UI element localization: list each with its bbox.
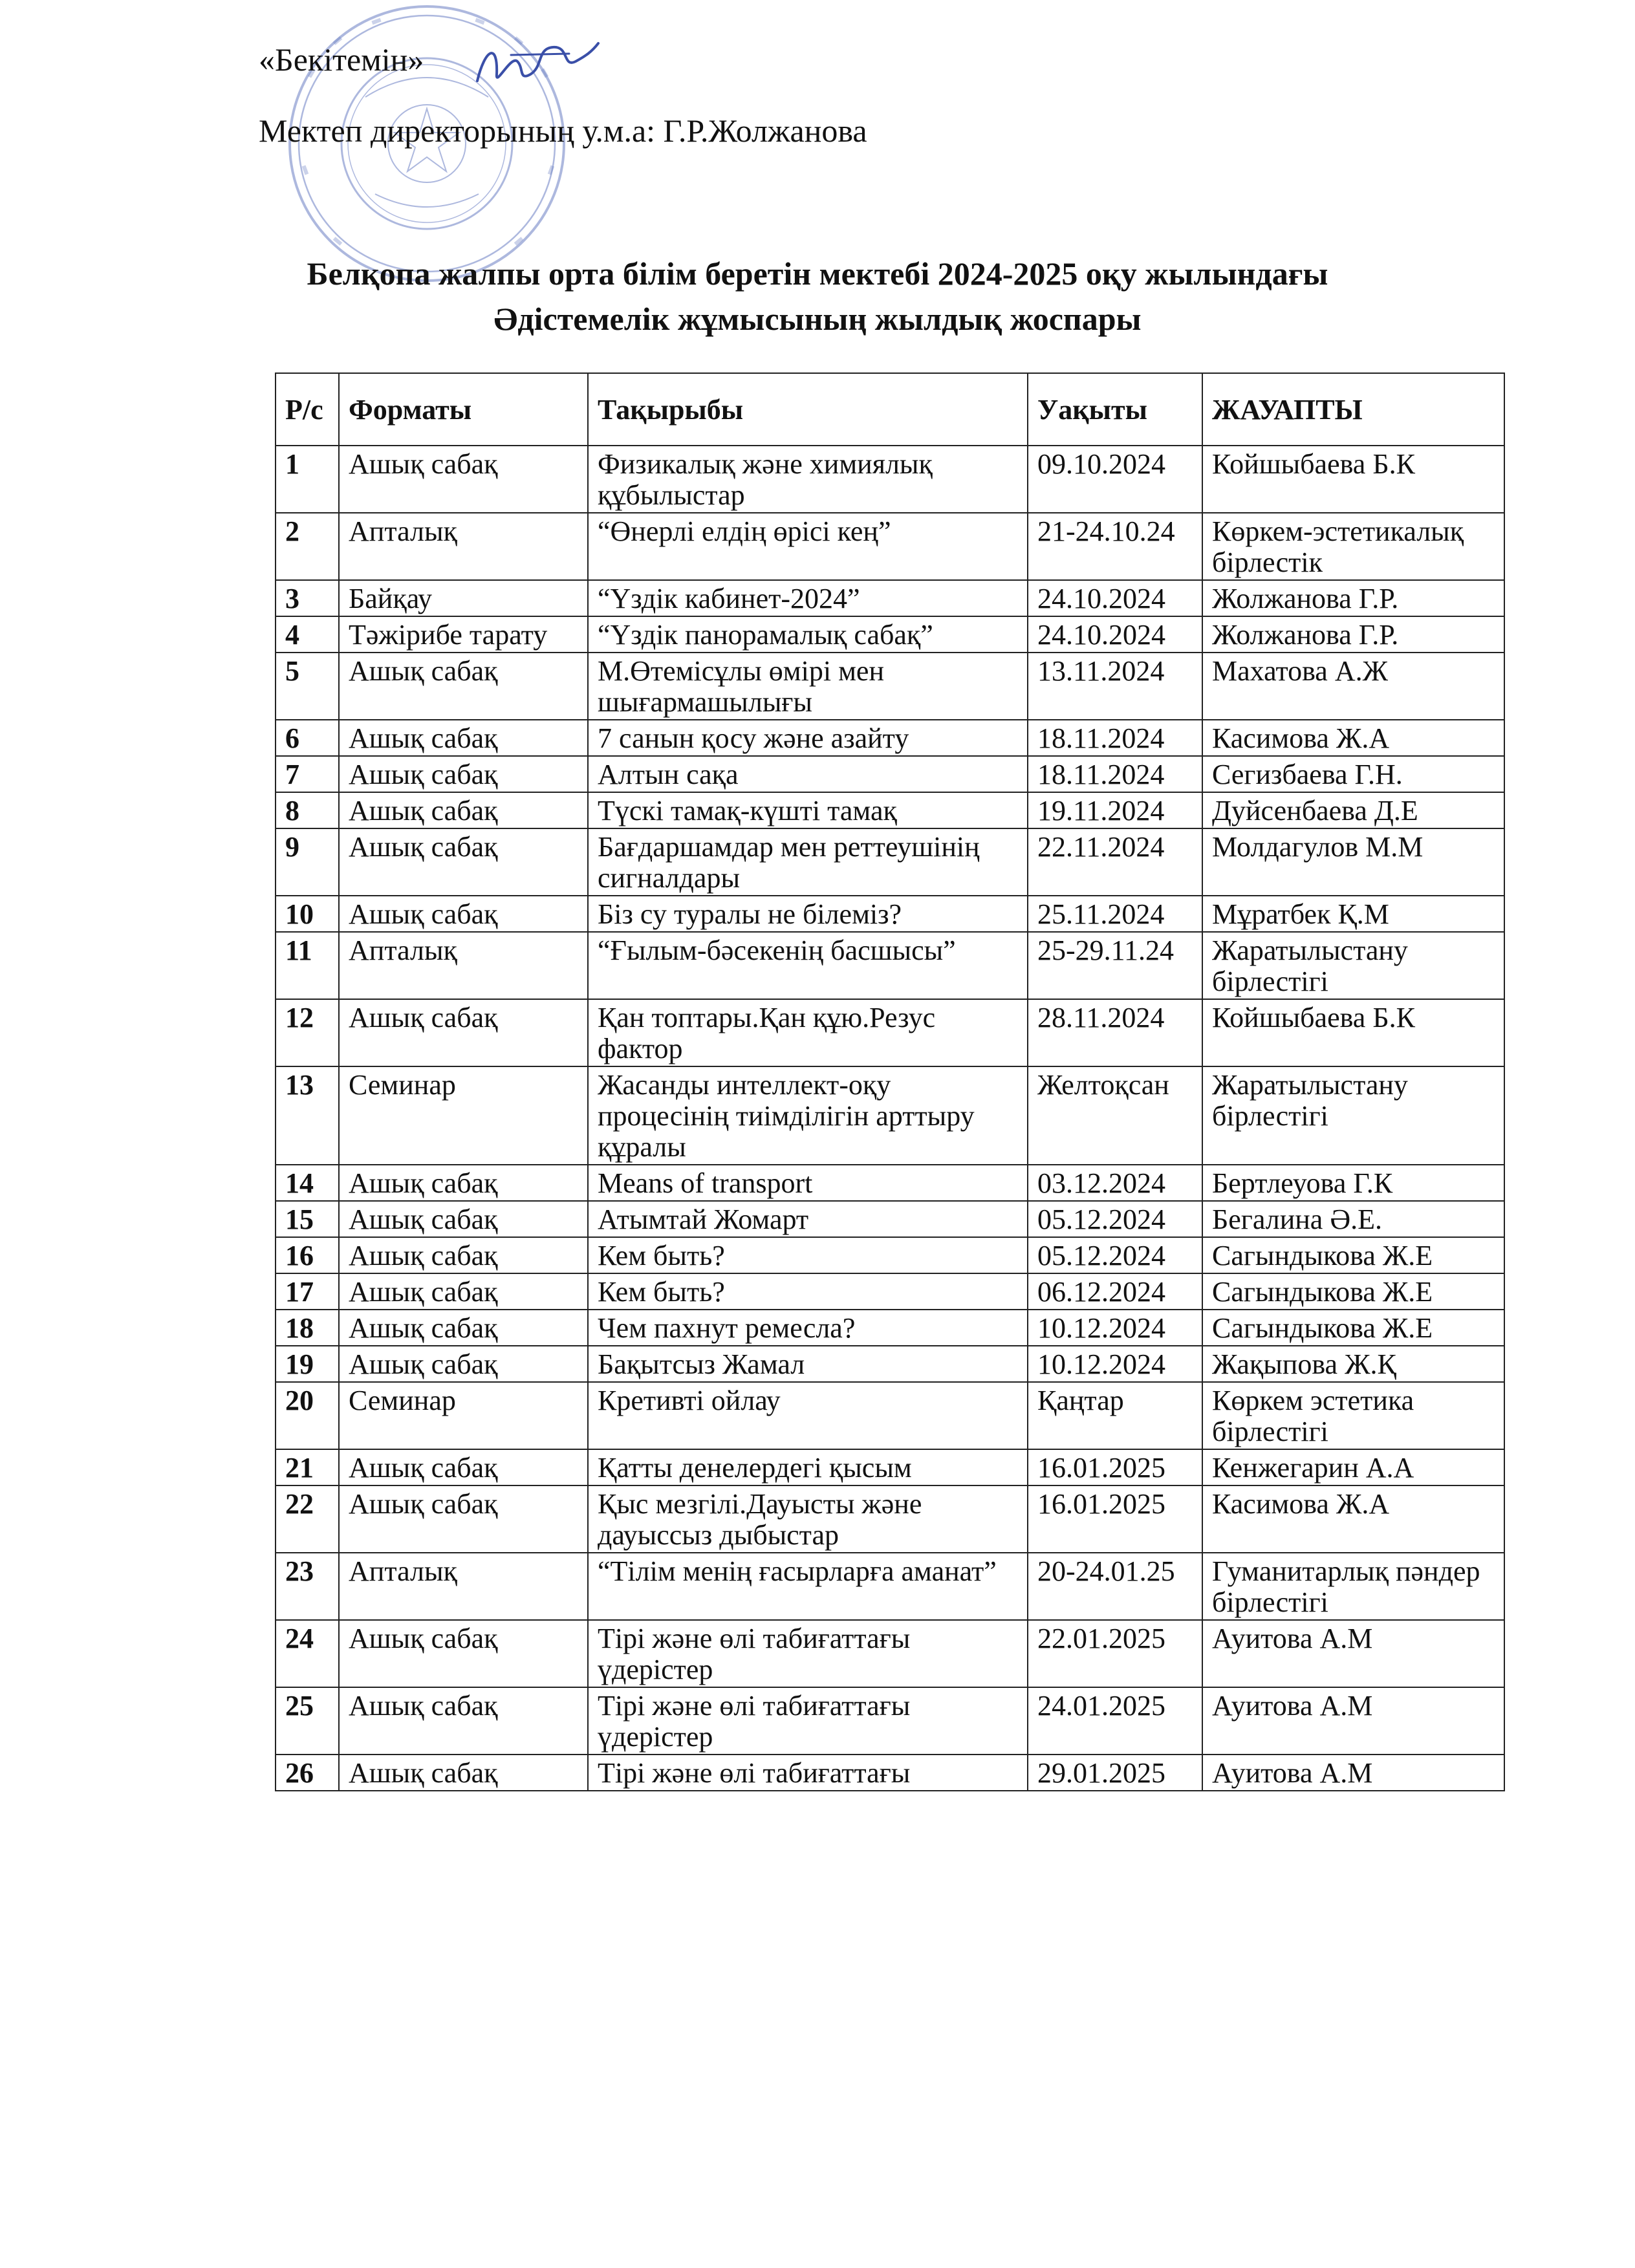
table-row [276, 513, 1504, 580]
work-plan-table [275, 373, 1505, 1791]
row-number-cell: 6 [276, 720, 339, 756]
title-line-2: Әдістемелік жұмысының жылдық жоспары [493, 301, 1142, 337]
row-number-cell: 25 [276, 1687, 339, 1755]
topic-cell: “Үздік панорамалық сабақ” [588, 616, 1028, 653]
topic-cell: Кретивті ойлау [588, 1382, 1028, 1449]
responsible-cell: Касимова Ж.А [1202, 720, 1504, 756]
time-cell: 22.11.2024 [1028, 828, 1202, 896]
time-cell: Қаңтар [1028, 1382, 1202, 1449]
responsible-cell: Сагындыкова Ж.Е [1202, 1273, 1504, 1310]
row-number-cell: 26 [276, 1755, 339, 1791]
row-number-cell: 1 [276, 446, 339, 513]
responsible-cell: Жаратылыстану бірлестігі [1202, 932, 1504, 999]
topic-cell: “Үздік кабинет-2024” [588, 580, 1028, 616]
topic-cell: Тірі және өлі табиғаттағы үдерістер [588, 1620, 1028, 1687]
topic-cell: Тірі және өлі табиғаттағы үдерістер [588, 1687, 1028, 1755]
table-row [276, 1165, 1504, 1201]
responsible-cell: Жаратылыстану бірлестігі [1202, 1066, 1504, 1165]
row-number-cell: 13 [276, 1066, 339, 1165]
column-header-responsible: ЖАУАПТЫ [1202, 373, 1504, 446]
time-cell: 18.11.2024 [1028, 720, 1202, 756]
responsible-cell: Касимова Ж.А [1202, 1485, 1504, 1553]
time-cell: 16.01.2025 [1028, 1485, 1202, 1553]
row-number-cell: 24 [276, 1620, 339, 1687]
responsible-cell: Көркем эстетика бірлестігі [1202, 1382, 1504, 1449]
time-cell: 03.12.2024 [1028, 1165, 1202, 1201]
row-number-cell: 9 [276, 828, 339, 896]
topic-cell: Қатты денелердегі қысым [588, 1449, 1028, 1485]
topic-cell: Физикалық және химиялық құбылыстар [588, 446, 1028, 513]
format-cell: Ашық сабақ [339, 1346, 588, 1382]
responsible-cell: Ауитова А.М [1202, 1755, 1504, 1791]
topic-cell: Кем быть? [588, 1273, 1028, 1310]
format-cell: Ашық сабақ [339, 1687, 588, 1755]
time-cell: 13.11.2024 [1028, 653, 1202, 720]
column-header-topic: Тақырыбы [588, 373, 1028, 446]
table-row [276, 1449, 1504, 1485]
topic-cell: М.Өтемісұлы өмірі мен шығармашылығы [588, 653, 1028, 720]
topic-cell: Қыс мезгілі.Дауысты және дауыссыз дыбыстар [588, 1485, 1028, 1553]
table-row [276, 580, 1504, 616]
row-number-cell: 21 [276, 1449, 339, 1485]
table-row [276, 1201, 1504, 1237]
topic-cell: Алтын сақа [588, 756, 1028, 792]
format-cell: Ашық сабақ [339, 1755, 588, 1791]
time-cell: 24.01.2025 [1028, 1687, 1202, 1755]
format-cell: Ашық сабақ [339, 1273, 588, 1310]
table-row [276, 932, 1504, 999]
table-row [276, 1273, 1504, 1310]
format-cell: Ашық сабақ [339, 653, 588, 720]
table-row [276, 653, 1504, 720]
time-cell: 10.12.2024 [1028, 1310, 1202, 1346]
time-cell: 24.10.2024 [1028, 616, 1202, 653]
row-number-cell: 18 [276, 1310, 339, 1346]
responsible-cell: Молдагулов М.М [1202, 828, 1504, 896]
column-header-format: Форматы [339, 373, 588, 446]
format-cell: Ашық сабақ [339, 446, 588, 513]
format-cell: Ашық сабақ [339, 1485, 588, 1553]
format-cell: Ашық сабақ [339, 1449, 588, 1485]
topic-cell: Means of transport [588, 1165, 1028, 1201]
responsible-cell: Мұратбек Қ.М [1202, 896, 1504, 932]
format-cell: Ашық сабақ [339, 1165, 588, 1201]
responsible-cell: Көркем-эстетикалық бірлестік [1202, 513, 1504, 580]
responsible-cell: Дуйсенбаева Д.Е [1202, 792, 1504, 828]
responsible-cell: Кенжегарин А.А [1202, 1449, 1504, 1485]
format-cell: Ашық сабақ [339, 999, 588, 1066]
topic-cell: “Өнерлі елдің өрісі кең” [588, 513, 1028, 580]
row-number-cell: 15 [276, 1201, 339, 1237]
format-cell: Ашық сабақ [339, 792, 588, 828]
title-line-1: Белқопа жалпы орта білім беретін мектебі 2024-2025 оқу жылындағы [307, 255, 1328, 292]
time-cell: 16.01.2025 [1028, 1449, 1202, 1485]
time-cell: 21-24.10.24 [1028, 513, 1202, 580]
row-number-cell: 8 [276, 792, 339, 828]
row-number-cell: 14 [276, 1165, 339, 1201]
responsible-cell: Койшыбаева Б.К [1202, 446, 1504, 513]
format-cell: Апталық [339, 513, 588, 580]
responsible-cell: Бегалина Ә.Е. [1202, 1201, 1504, 1237]
topic-cell: “Тілім менің ғасырларға аманат” [588, 1553, 1028, 1620]
time-cell: 25-29.11.24 [1028, 932, 1202, 999]
format-cell: Апталық [339, 1553, 588, 1620]
approval-label: «Бекітемін» [259, 41, 424, 78]
table-row [276, 896, 1504, 932]
row-number-cell: 16 [276, 1237, 339, 1273]
table-row [276, 999, 1504, 1066]
topic-cell: Атымтай Жомарт [588, 1201, 1028, 1237]
time-cell: 28.11.2024 [1028, 999, 1202, 1066]
row-number-cell: 12 [276, 999, 339, 1066]
row-number-cell: 19 [276, 1346, 339, 1382]
column-header-time: Уақыты [1028, 373, 1202, 446]
format-cell: Ашық сабақ [339, 756, 588, 792]
table-row [276, 1620, 1504, 1687]
responsible-cell: Жолжанова Г.Р. [1202, 616, 1504, 653]
table-row [276, 828, 1504, 896]
time-cell: 24.10.2024 [1028, 580, 1202, 616]
table-row [276, 1382, 1504, 1449]
topic-cell: Біз су туралы не білеміз? [588, 896, 1028, 932]
table-body [276, 446, 1504, 1791]
format-cell: Ашық сабақ [339, 720, 588, 756]
topic-cell: Жасанды интеллект-оқу процесінің тиімділігін арттыру құралы [588, 1066, 1028, 1165]
responsible-cell: Бертлеуова Г.К [1202, 1165, 1504, 1201]
format-cell: Ашық сабақ [339, 1237, 588, 1273]
format-cell: Ашық сабақ [339, 896, 588, 932]
format-cell: Семинар [339, 1382, 588, 1449]
director-line: Мектеп директорының у.м.а: Г.Р.Жолжанова [259, 113, 867, 149]
responsible-cell: Сегизбаева Г.Н. [1202, 756, 1504, 792]
table-row [276, 720, 1504, 756]
row-number-cell: 10 [276, 896, 339, 932]
time-cell: Желтоқсан [1028, 1066, 1202, 1165]
format-cell: Ашық сабақ [339, 828, 588, 896]
row-number-cell: 20 [276, 1382, 339, 1449]
time-cell: 25.11.2024 [1028, 896, 1202, 932]
time-cell: 19.11.2024 [1028, 792, 1202, 828]
row-number-cell: 5 [276, 653, 339, 720]
responsible-cell: Сагындыкова Ж.Е [1202, 1237, 1504, 1273]
row-number-cell: 23 [276, 1553, 339, 1620]
row-number-cell: 7 [276, 756, 339, 792]
format-cell: Ашық сабақ [339, 1620, 588, 1687]
table-row [276, 792, 1504, 828]
topic-cell: “Ғылым-бәсекенің басшысы” [588, 932, 1028, 999]
row-number-cell: 17 [276, 1273, 339, 1310]
table-row [276, 1237, 1504, 1273]
format-cell: Байқау [339, 580, 588, 616]
document-title [0, 251, 1635, 341]
time-cell: 10.12.2024 [1028, 1346, 1202, 1382]
time-cell: 06.12.2024 [1028, 1273, 1202, 1310]
row-number-cell: 11 [276, 932, 339, 999]
responsible-cell: Жақыпова Ж.Қ [1202, 1346, 1504, 1382]
time-cell: 20-24.01.25 [1028, 1553, 1202, 1620]
row-number-cell: 22 [276, 1485, 339, 1553]
table-row [276, 1687, 1504, 1755]
table-row [276, 1066, 1504, 1165]
row-number-cell: 3 [276, 580, 339, 616]
row-number-cell: 2 [276, 513, 339, 580]
topic-cell: Бақытсыз Жамал [588, 1346, 1028, 1382]
table-header-row [276, 373, 1504, 446]
topic-cell: Түскі тамақ-күшті тамақ [588, 792, 1028, 828]
topic-cell: Чем пахнут ремесла? [588, 1310, 1028, 1346]
format-cell: Апталық [339, 932, 588, 999]
column-header-number: Р/с [276, 373, 339, 446]
topic-cell: Тірі және өлі табиғаттағы [588, 1755, 1028, 1791]
table-row [276, 446, 1504, 513]
responsible-cell: Сагындыкова Ж.Е [1202, 1310, 1504, 1346]
topic-cell: Бағдаршамдар мен реттеушінің сигналдары [588, 828, 1028, 896]
time-cell: 05.12.2024 [1028, 1237, 1202, 1273]
table-row [276, 1755, 1504, 1791]
responsible-cell: Гуманитарлық пәндер бірлестігі [1202, 1553, 1504, 1620]
row-number-cell: 4 [276, 616, 339, 653]
time-cell: 09.10.2024 [1028, 446, 1202, 513]
format-cell: Ашық сабақ [339, 1310, 588, 1346]
responsible-cell: Жолжанова Г.Р. [1202, 580, 1504, 616]
time-cell: 22.01.2025 [1028, 1620, 1202, 1687]
responsible-cell: Махатова А.Ж [1202, 653, 1504, 720]
table-row [276, 1310, 1504, 1346]
topic-cell: 7 санын қосу және азайту [588, 720, 1028, 756]
topic-cell: Қан топтары.Қан құю.Резус фактор [588, 999, 1028, 1066]
format-cell: Тәжірибе тарату [339, 616, 588, 653]
responsible-cell: Ауитова А.М [1202, 1620, 1504, 1687]
responsible-cell: Ауитова А.М [1202, 1687, 1504, 1755]
responsible-cell: Койшыбаева Б.К [1202, 999, 1504, 1066]
time-cell: 05.12.2024 [1028, 1201, 1202, 1237]
format-cell: Семинар [339, 1066, 588, 1165]
table-row [276, 1485, 1504, 1553]
table-row [276, 1346, 1504, 1382]
table-row [276, 756, 1504, 792]
approval-block [259, 39, 867, 151]
format-cell: Ашық сабақ [339, 1201, 588, 1237]
topic-cell: Кем быть? [588, 1237, 1028, 1273]
time-cell: 29.01.2025 [1028, 1755, 1202, 1791]
table-row [276, 1553, 1504, 1620]
table-row [276, 616, 1504, 653]
time-cell: 18.11.2024 [1028, 756, 1202, 792]
